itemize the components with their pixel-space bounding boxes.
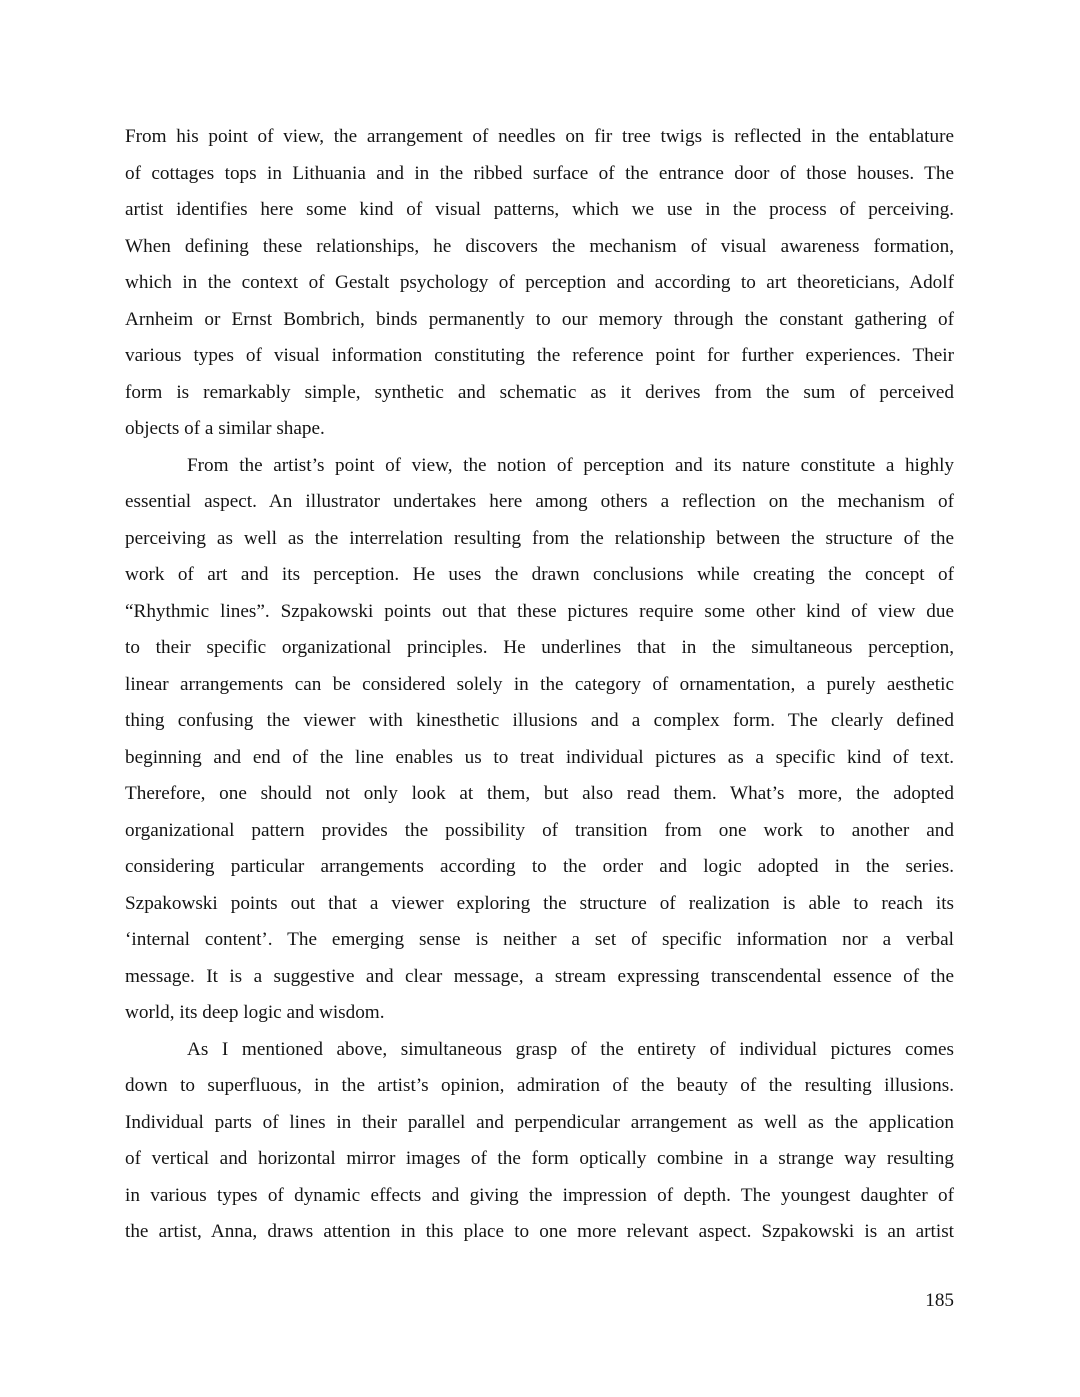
text-line: Szpakowski points out that a viewer exploring the structure of realization is able to reach its xyxy=(125,892,954,914)
text-line: beginning and end of the line enables us to treat individual pictures as a specific kind of text. xyxy=(125,746,954,768)
text-line: organizational pattern provides the possibility of transition from one work to another and xyxy=(125,819,954,841)
text-line: work of art and its perception. He uses the drawn conclusions while creating the concept of xyxy=(125,564,954,586)
paragraph xyxy=(125,448,954,1032)
text-line: perceiving as well as the interrelation resulting from the relationship between the structure of the xyxy=(125,527,954,549)
text-line: form is remarkably simple, synthetic and schematic as it derives from the sum of perceived xyxy=(125,381,954,403)
page-body xyxy=(125,119,954,1251)
text-line: Arnheim or Ernst Bombrich, binds permanently to our memory through the constant gathering of xyxy=(125,308,954,330)
text-line: From his point of view, the arrangement of needles on fir tree twigs is reflected in the entablature xyxy=(125,126,954,147)
text-line: ‘internal content’. The emerging sense is neither a set of specific information nor a verbal xyxy=(125,929,954,951)
text-line: Therefore, one should not only look at them, but also read them. What’s more, the adopted xyxy=(125,783,954,805)
text-line: From the artist’s point of view, the notion of perception and its nature constitute a highly xyxy=(187,454,954,476)
text-line: When defining these relationships, he discovers the mechanism of visual awareness formation, xyxy=(125,235,954,257)
paragraph xyxy=(125,1032,954,1251)
text-line: As I mentioned above, simultaneous grasp of the entirety of individual pictures comes xyxy=(187,1038,954,1060)
text-line: down to superfluous, in the artist’s opinion, admiration of the beauty of the resulting illusions. xyxy=(125,1075,954,1097)
text-line: essential aspect. An illustrator undertakes here among others a reflection on the mechanism of xyxy=(125,491,954,513)
text-line: thing confusing the viewer with kinesthetic illusions and a complex form. The clearly defined xyxy=(125,710,954,732)
text-line: to their specific organizational principles. He underlines that in the simultaneous perception, xyxy=(125,637,954,659)
text-line: world, its deep logic and wisdom. xyxy=(125,1002,385,1024)
text-line: linear arrangements can be considered solely in the category of ornamentation, a purely aesthetic xyxy=(125,673,954,695)
text-line: the artist, Anna, draws attention in this place to one more relevant aspect. Szpakowski is an artist xyxy=(125,1221,954,1243)
text-line: message. It is a suggestive and clear message, a stream expressing transcendental essence of the xyxy=(125,965,954,987)
text-line: Individual parts of lines in their parallel and perpendicular arrangement as well as the application xyxy=(125,1111,954,1133)
text-line: which in the context of Gestalt psychology of perception and according to art theoreticians, Adolf xyxy=(125,272,954,294)
text-line: “Rhythmic lines”. Szpakowski points out that these pictures require some other kind of view due xyxy=(125,600,954,622)
paragraph xyxy=(125,119,954,448)
text-line: artist identifies here some kind of visual patterns, which we use in the process of perceiving. xyxy=(125,199,954,221)
text-line: of vertical and horizontal mirror images of the form optically combine in a strange way resulting xyxy=(125,1148,954,1170)
text-line: various types of visual information constituting the reference point for further experiences. Their xyxy=(125,345,954,367)
page-number: 185 xyxy=(925,1290,954,1311)
text-line: objects of a similar shape. xyxy=(125,418,325,440)
text-line: of cottages tops in Lithuania and in the ribbed surface of the entrance door of those houses. The xyxy=(125,162,954,184)
text-line: considering particular arrangements according to the order and logic adopted in the series. xyxy=(125,856,954,878)
text-line: in various types of dynamic effects and giving the impression of depth. The youngest daughter of xyxy=(125,1184,954,1206)
